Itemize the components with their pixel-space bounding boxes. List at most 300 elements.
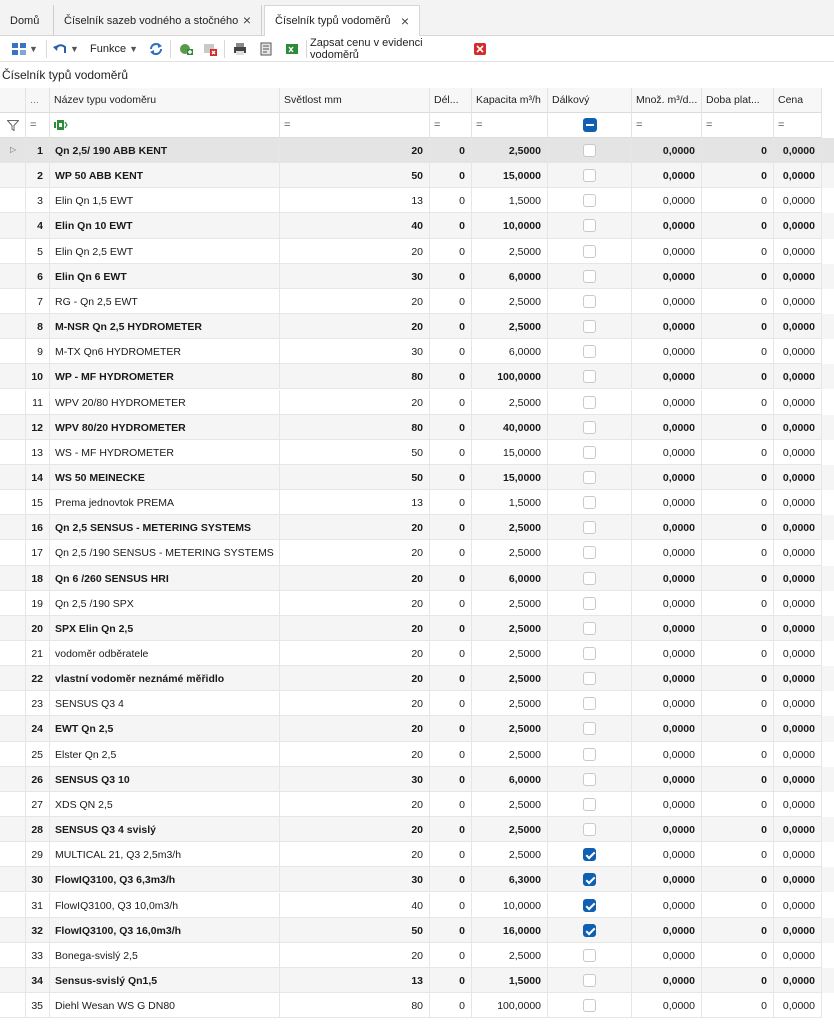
cena-cell[interactable]: 0,0000 bbox=[774, 213, 822, 238]
svetlost-cell[interactable]: 20 bbox=[280, 842, 430, 867]
dalkovy-checkbox[interactable] bbox=[583, 798, 596, 811]
header-mnoz[interactable]: Množ. m³/d... bbox=[632, 88, 702, 113]
cena-cell[interactable]: 0,0000 bbox=[774, 792, 822, 817]
dalkovy-checkbox[interactable] bbox=[583, 823, 596, 836]
table-row[interactable] bbox=[0, 490, 834, 515]
row-indicator[interactable] bbox=[0, 566, 26, 591]
cena-cell[interactable]: 0,0000 bbox=[774, 817, 822, 842]
table-row[interactable] bbox=[0, 867, 834, 892]
mnoz-cell[interactable]: 0,0000 bbox=[632, 918, 702, 943]
table-row[interactable] bbox=[0, 163, 834, 188]
row-indicator[interactable] bbox=[0, 943, 26, 968]
nazev-cell[interactable]: vodoměr odběratele bbox=[50, 641, 280, 666]
dalkovy-checkbox[interactable] bbox=[583, 194, 596, 207]
nazev-cell[interactable]: Elin Qn 1,5 EWT bbox=[50, 188, 280, 213]
table-row[interactable] bbox=[0, 289, 834, 314]
del-cell[interactable]: 0 bbox=[430, 591, 472, 616]
kapacita-cell[interactable]: 2,5000 bbox=[472, 842, 548, 867]
cena-cell[interactable]: 0,0000 bbox=[774, 742, 822, 767]
nazev-cell[interactable]: WP 50 ABB KENT bbox=[50, 163, 280, 188]
dalkovy-cell[interactable] bbox=[548, 490, 632, 515]
nazev-cell[interactable]: FlowIQ3100, Q3 10,0m3/h bbox=[50, 893, 280, 918]
del-cell[interactable]: 0 bbox=[430, 440, 472, 465]
nazev-cell[interactable]: Bonega-svislý 2,5 bbox=[50, 943, 280, 968]
table-row[interactable] bbox=[0, 742, 834, 767]
svetlost-cell[interactable]: 13 bbox=[280, 188, 430, 213]
doba-cell[interactable]: 0 bbox=[702, 918, 774, 943]
filter-nazev[interactable] bbox=[50, 113, 280, 138]
cena-cell[interactable]: 0,0000 bbox=[774, 591, 822, 616]
cena-cell[interactable]: 0,0000 bbox=[774, 440, 822, 465]
zapsat-cenu-button[interactable] bbox=[310, 39, 466, 59]
cena-cell[interactable]: 0,0000 bbox=[774, 666, 822, 691]
row-indicator[interactable] bbox=[0, 163, 26, 188]
row-indicator[interactable] bbox=[0, 867, 26, 892]
nazev-cell[interactable]: M-TX Qn6 HYDROMETER bbox=[50, 339, 280, 364]
excel-button[interactable] bbox=[282, 39, 302, 59]
dalkovy-checkbox[interactable] bbox=[583, 873, 596, 886]
cena-cell[interactable]: 0,0000 bbox=[774, 943, 822, 968]
del-cell[interactable]: 0 bbox=[430, 188, 472, 213]
table-row[interactable] bbox=[0, 264, 834, 289]
dalkovy-checkbox[interactable] bbox=[583, 974, 596, 987]
svetlost-cell[interactable]: 20 bbox=[280, 591, 430, 616]
del-cell[interactable]: 0 bbox=[430, 490, 472, 515]
table-row[interactable] bbox=[0, 691, 834, 716]
dalkovy-cell[interactable] bbox=[548, 239, 632, 264]
row-indicator[interactable] bbox=[0, 616, 26, 641]
del-cell[interactable]: 0 bbox=[430, 767, 472, 792]
table-row[interactable] bbox=[0, 817, 834, 842]
row-indicator[interactable] bbox=[0, 213, 26, 238]
dalkovy-cell[interactable] bbox=[548, 591, 632, 616]
indeterminate-checkbox-icon[interactable] bbox=[583, 118, 597, 132]
kapacita-cell[interactable]: 100,0000 bbox=[472, 993, 548, 1018]
doba-cell[interactable]: 0 bbox=[702, 440, 774, 465]
dalkovy-cell[interactable] bbox=[548, 641, 632, 666]
row-indicator[interactable] bbox=[0, 490, 26, 515]
dalkovy-cell[interactable] bbox=[548, 867, 632, 892]
cena-cell[interactable]: 0,0000 bbox=[774, 239, 822, 264]
dalkovy-checkbox[interactable] bbox=[583, 144, 596, 157]
table-row[interactable] bbox=[0, 842, 834, 867]
svetlost-cell[interactable]: 40 bbox=[280, 213, 430, 238]
cena-cell[interactable]: 0,0000 bbox=[774, 893, 822, 918]
header-del[interactable]: Dél... bbox=[430, 88, 472, 113]
row-indicator[interactable] bbox=[0, 666, 26, 691]
del-cell[interactable]: 0 bbox=[430, 968, 472, 993]
mnoz-cell[interactable]: 0,0000 bbox=[632, 993, 702, 1018]
row-indicator[interactable] bbox=[0, 515, 26, 540]
cena-cell[interactable]: 0,0000 bbox=[774, 867, 822, 892]
table-row[interactable] bbox=[0, 390, 834, 415]
table-row[interactable] bbox=[0, 641, 834, 666]
cena-cell[interactable]: 0,0000 bbox=[774, 339, 822, 364]
del-cell[interactable]: 0 bbox=[430, 666, 472, 691]
doba-cell[interactable]: 0 bbox=[702, 138, 774, 163]
doba-cell[interactable]: 0 bbox=[702, 213, 774, 238]
row-indicator[interactable] bbox=[0, 289, 26, 314]
dalkovy-checkbox[interactable] bbox=[583, 370, 596, 383]
doba-cell[interactable]: 0 bbox=[702, 515, 774, 540]
dalkovy-cell[interactable] bbox=[548, 289, 632, 314]
row-indicator[interactable] bbox=[0, 440, 26, 465]
del-cell[interactable]: 0 bbox=[430, 842, 472, 867]
row-indicator[interactable] bbox=[0, 239, 26, 264]
svetlost-cell[interactable]: 20 bbox=[280, 138, 430, 163]
nazev-cell[interactable]: EWT Qn 2,5 bbox=[50, 716, 280, 741]
close-icon[interactable]: × bbox=[242, 12, 251, 28]
table-row[interactable] bbox=[0, 591, 834, 616]
kapacita-cell[interactable]: 6,3000 bbox=[472, 867, 548, 892]
table-row[interactable] bbox=[0, 239, 834, 264]
tab-typy-vodomeru[interactable] bbox=[264, 5, 420, 37]
filter-kapacita[interactable]: = bbox=[472, 113, 548, 138]
doba-cell[interactable]: 0 bbox=[702, 289, 774, 314]
cena-cell[interactable]: 0,0000 bbox=[774, 465, 822, 490]
dalkovy-checkbox[interactable] bbox=[583, 295, 596, 308]
del-cell[interactable]: 0 bbox=[430, 163, 472, 188]
doba-cell[interactable]: 0 bbox=[702, 666, 774, 691]
cena-cell[interactable]: 0,0000 bbox=[774, 314, 822, 339]
svetlost-cell[interactable]: 20 bbox=[280, 239, 430, 264]
dalkovy-checkbox[interactable] bbox=[583, 496, 596, 509]
svetlost-cell[interactable]: 50 bbox=[280, 440, 430, 465]
dalkovy-cell[interactable] bbox=[548, 842, 632, 867]
del-cell[interactable]: 0 bbox=[430, 742, 472, 767]
dalkovy-cell[interactable] bbox=[548, 943, 632, 968]
dalkovy-cell[interactable] bbox=[548, 691, 632, 716]
doba-cell[interactable]: 0 bbox=[702, 716, 774, 741]
doba-cell[interactable]: 0 bbox=[702, 993, 774, 1018]
del-cell[interactable]: 0 bbox=[430, 641, 472, 666]
mnoz-cell[interactable]: 0,0000 bbox=[632, 390, 702, 415]
svetlost-cell[interactable]: 30 bbox=[280, 339, 430, 364]
kapacita-cell[interactable]: 2,5000 bbox=[472, 742, 548, 767]
row-indicator[interactable] bbox=[0, 364, 26, 389]
table-row[interactable] bbox=[0, 339, 834, 364]
row-indicator[interactable] bbox=[0, 188, 26, 213]
kapacita-cell[interactable]: 40,0000 bbox=[472, 415, 548, 440]
mnoz-cell[interactable]: 0,0000 bbox=[632, 515, 702, 540]
doba-cell[interactable]: 0 bbox=[702, 566, 774, 591]
del-cell[interactable]: 0 bbox=[430, 213, 472, 238]
kapacita-cell[interactable]: 2,5000 bbox=[472, 515, 548, 540]
dalkovy-cell[interactable] bbox=[548, 415, 632, 440]
dalkovy-cell[interactable] bbox=[548, 515, 632, 540]
doba-cell[interactable]: 0 bbox=[702, 339, 774, 364]
kapacita-cell[interactable]: 2,5000 bbox=[472, 138, 548, 163]
del-cell[interactable]: 0 bbox=[430, 691, 472, 716]
kapacita-cell[interactable]: 1,5000 bbox=[472, 968, 548, 993]
del-cell[interactable]: 0 bbox=[430, 993, 472, 1018]
doba-cell[interactable]: 0 bbox=[702, 792, 774, 817]
dalkovy-checkbox[interactable] bbox=[583, 546, 596, 559]
nazev-cell[interactable]: Qn 2,5 /190 SENSUS - METERING SYSTEMS bbox=[50, 540, 280, 565]
dalkovy-cell[interactable] bbox=[548, 264, 632, 289]
mnoz-cell[interactable]: 0,0000 bbox=[632, 742, 702, 767]
svetlost-cell[interactable]: 80 bbox=[280, 364, 430, 389]
row-indicator[interactable] bbox=[0, 742, 26, 767]
table-row[interactable] bbox=[0, 364, 834, 389]
dalkovy-cell[interactable] bbox=[548, 993, 632, 1018]
dalkovy-cell[interactable] bbox=[548, 213, 632, 238]
dalkovy-cell[interactable] bbox=[548, 918, 632, 943]
dalkovy-cell[interactable] bbox=[548, 742, 632, 767]
doba-cell[interactable]: 0 bbox=[702, 490, 774, 515]
svetlost-cell[interactable]: 20 bbox=[280, 817, 430, 842]
dalkovy-checkbox[interactable] bbox=[583, 697, 596, 710]
cena-cell[interactable]: 0,0000 bbox=[774, 641, 822, 666]
doba-cell[interactable]: 0 bbox=[702, 188, 774, 213]
kapacita-cell[interactable]: 15,0000 bbox=[472, 440, 548, 465]
del-cell[interactable]: 0 bbox=[430, 867, 472, 892]
svetlost-cell[interactable]: 80 bbox=[280, 993, 430, 1018]
dalkovy-checkbox[interactable] bbox=[583, 672, 596, 685]
doba-cell[interactable]: 0 bbox=[702, 817, 774, 842]
mnoz-cell[interactable]: 0,0000 bbox=[632, 364, 702, 389]
doba-cell[interactable]: 0 bbox=[702, 893, 774, 918]
table-row[interactable] bbox=[0, 993, 834, 1018]
nazev-cell[interactable]: Elin Qn 6 EWT bbox=[50, 264, 280, 289]
mnoz-cell[interactable]: 0,0000 bbox=[632, 465, 702, 490]
nazev-cell[interactable]: SENSUS Q3 10 bbox=[50, 767, 280, 792]
dalkovy-checkbox[interactable] bbox=[583, 219, 596, 232]
row-indicator[interactable] bbox=[0, 390, 26, 415]
header-doba[interactable]: Doba plat... bbox=[702, 88, 774, 113]
dalkovy-checkbox[interactable] bbox=[583, 396, 596, 409]
nazev-cell[interactable]: FlowIQ3100, Q3 6,3m3/h bbox=[50, 867, 280, 892]
tab-sazby[interactable] bbox=[54, 5, 262, 36]
kapacita-cell[interactable]: 15,0000 bbox=[472, 465, 548, 490]
table-row[interactable] bbox=[0, 918, 834, 943]
kapacita-cell[interactable]: 2,5000 bbox=[472, 591, 548, 616]
kapacita-cell[interactable]: 2,5000 bbox=[472, 943, 548, 968]
mnoz-cell[interactable]: 0,0000 bbox=[632, 314, 702, 339]
del-cell[interactable]: 0 bbox=[430, 415, 472, 440]
row-indicator[interactable] bbox=[0, 314, 26, 339]
nazev-cell[interactable]: Qn 2,5 /190 SPX bbox=[50, 591, 280, 616]
table-row[interactable] bbox=[0, 968, 834, 993]
del-cell[interactable]: 0 bbox=[430, 716, 472, 741]
header-svetlost[interactable]: Světlost mm bbox=[280, 88, 430, 113]
svetlost-cell[interactable]: 50 bbox=[280, 465, 430, 490]
dalkovy-checkbox[interactable] bbox=[583, 722, 596, 735]
svetlost-cell[interactable]: 20 bbox=[280, 742, 430, 767]
row-indicator[interactable] bbox=[0, 591, 26, 616]
dalkovy-cell[interactable] bbox=[548, 440, 632, 465]
dalkovy-cell[interactable] bbox=[548, 163, 632, 188]
kapacita-cell[interactable]: 6,0000 bbox=[472, 767, 548, 792]
filter-row-number[interactable]: = bbox=[26, 113, 50, 138]
cena-cell[interactable]: 0,0000 bbox=[774, 842, 822, 867]
nazev-cell[interactable]: WP - MF HYDROMETER bbox=[50, 364, 280, 389]
kapacita-cell[interactable]: 6,0000 bbox=[472, 339, 548, 364]
dalkovy-cell[interactable] bbox=[548, 716, 632, 741]
mnoz-cell[interactable]: 0,0000 bbox=[632, 566, 702, 591]
dalkovy-checkbox[interactable] bbox=[583, 999, 596, 1012]
del-cell[interactable]: 0 bbox=[430, 566, 472, 591]
kapacita-cell[interactable]: 100,0000 bbox=[472, 364, 548, 389]
header-nazev[interactable]: Název typu vodoměru bbox=[50, 88, 280, 113]
row-indicator[interactable] bbox=[0, 893, 26, 918]
dalkovy-checkbox[interactable] bbox=[583, 949, 596, 962]
nazev-cell[interactable]: Sensus-svislý Qn1,5 bbox=[50, 968, 280, 993]
mnoz-cell[interactable]: 0,0000 bbox=[632, 691, 702, 716]
cena-cell[interactable]: 0,0000 bbox=[774, 163, 822, 188]
del-cell[interactable]: 0 bbox=[430, 943, 472, 968]
svetlost-cell[interactable]: 20 bbox=[280, 792, 430, 817]
mnoz-cell[interactable]: 0,0000 bbox=[632, 893, 702, 918]
kapacita-cell[interactable]: 2,5000 bbox=[472, 390, 548, 415]
del-cell[interactable]: 0 bbox=[430, 817, 472, 842]
del-cell[interactable]: 0 bbox=[430, 390, 472, 415]
del-cell[interactable]: 0 bbox=[430, 339, 472, 364]
close-panel-button[interactable] bbox=[472, 39, 488, 59]
dalkovy-checkbox[interactable] bbox=[583, 899, 596, 912]
del-cell[interactable]: 0 bbox=[430, 792, 472, 817]
mnoz-cell[interactable]: 0,0000 bbox=[632, 188, 702, 213]
filter-mnoz[interactable]: = bbox=[632, 113, 702, 138]
filter-toggle[interactable] bbox=[0, 113, 26, 138]
doba-cell[interactable]: 0 bbox=[702, 842, 774, 867]
dalkovy-checkbox[interactable] bbox=[583, 748, 596, 761]
dalkovy-checkbox[interactable] bbox=[583, 270, 596, 283]
kapacita-cell[interactable]: 2,5000 bbox=[472, 314, 548, 339]
dalkovy-checkbox[interactable] bbox=[583, 521, 596, 534]
table-row[interactable] bbox=[0, 213, 834, 238]
kapacita-cell[interactable]: 2,5000 bbox=[472, 616, 548, 641]
filter-cena[interactable]: = bbox=[774, 113, 822, 138]
cena-cell[interactable]: 0,0000 bbox=[774, 716, 822, 741]
nazev-cell[interactable]: Qn 6 /260 SENSUS HRI bbox=[50, 566, 280, 591]
mnoz-cell[interactable]: 0,0000 bbox=[632, 767, 702, 792]
dalkovy-checkbox[interactable] bbox=[583, 169, 596, 182]
svetlost-cell[interactable]: 20 bbox=[280, 540, 430, 565]
nazev-cell[interactable]: Elster Qn 2,5 bbox=[50, 742, 280, 767]
mnoz-cell[interactable]: 0,0000 bbox=[632, 339, 702, 364]
dalkovy-cell[interactable] bbox=[548, 138, 632, 163]
doba-cell[interactable]: 0 bbox=[702, 943, 774, 968]
dalkovy-cell[interactable] bbox=[548, 893, 632, 918]
svetlost-cell[interactable]: 20 bbox=[280, 666, 430, 691]
dalkovy-checkbox[interactable] bbox=[583, 471, 596, 484]
nazev-cell[interactable]: WPV 20/80 HYDROMETER bbox=[50, 390, 280, 415]
svetlost-cell[interactable]: 30 bbox=[280, 264, 430, 289]
header-row-number[interactable]: ... bbox=[26, 88, 50, 113]
kapacita-cell[interactable]: 2,5000 bbox=[472, 540, 548, 565]
table-row[interactable] bbox=[0, 893, 834, 918]
table-row[interactable] bbox=[0, 943, 834, 968]
mnoz-cell[interactable]: 0,0000 bbox=[632, 867, 702, 892]
del-cell[interactable]: 0 bbox=[430, 515, 472, 540]
mnoz-cell[interactable]: 0,0000 bbox=[632, 968, 702, 993]
del-cell[interactable]: 0 bbox=[430, 364, 472, 389]
svetlost-cell[interactable]: 20 bbox=[280, 616, 430, 641]
filter-svetlost[interactable]: = bbox=[280, 113, 430, 138]
row-indicator[interactable] bbox=[0, 716, 26, 741]
doba-cell[interactable]: 0 bbox=[702, 540, 774, 565]
dalkovy-cell[interactable] bbox=[548, 465, 632, 490]
doba-cell[interactable]: 0 bbox=[702, 616, 774, 641]
row-indicator[interactable] bbox=[0, 691, 26, 716]
mnoz-cell[interactable]: 0,0000 bbox=[632, 239, 702, 264]
mnoz-cell[interactable]: 0,0000 bbox=[632, 716, 702, 741]
cena-cell[interactable]: 0,0000 bbox=[774, 540, 822, 565]
kapacita-cell[interactable]: 1,5000 bbox=[472, 490, 548, 515]
filter-dalkovy[interactable] bbox=[548, 113, 632, 138]
row-indicator[interactable] bbox=[0, 339, 26, 364]
doba-cell[interactable]: 0 bbox=[702, 641, 774, 666]
del-cell[interactable]: 0 bbox=[430, 616, 472, 641]
svetlost-cell[interactable]: 30 bbox=[280, 867, 430, 892]
dalkovy-checkbox[interactable] bbox=[583, 320, 596, 333]
nazev-cell[interactable]: SENSUS Q3 4 svislý bbox=[50, 817, 280, 842]
row-indicator[interactable] bbox=[0, 264, 26, 289]
kapacita-cell[interactable]: 10,0000 bbox=[472, 893, 548, 918]
kapacita-cell[interactable]: 2,5000 bbox=[472, 289, 548, 314]
cena-cell[interactable]: 0,0000 bbox=[774, 490, 822, 515]
row-indicator[interactable] bbox=[0, 792, 26, 817]
kapacita-cell[interactable]: 2,5000 bbox=[472, 691, 548, 716]
table-row[interactable] bbox=[0, 767, 834, 792]
dalkovy-cell[interactable] bbox=[548, 390, 632, 415]
table-row[interactable] bbox=[0, 415, 834, 440]
nazev-cell[interactable]: SPX Elin Qn 2,5 bbox=[50, 616, 280, 641]
cena-cell[interactable]: 0,0000 bbox=[774, 188, 822, 213]
mnoz-cell[interactable]: 0,0000 bbox=[632, 842, 702, 867]
svetlost-cell[interactable]: 20 bbox=[280, 716, 430, 741]
doba-cell[interactable]: 0 bbox=[702, 239, 774, 264]
doba-cell[interactable]: 0 bbox=[702, 314, 774, 339]
doba-cell[interactable]: 0 bbox=[702, 163, 774, 188]
nazev-cell[interactable]: WS - MF HYDROMETER bbox=[50, 440, 280, 465]
svetlost-cell[interactable]: 50 bbox=[280, 918, 430, 943]
nazev-cell[interactable]: vlastní vodoměr neznámé měřidlo bbox=[50, 666, 280, 691]
dalkovy-cell[interactable] bbox=[548, 339, 632, 364]
mnoz-cell[interactable]: 0,0000 bbox=[632, 943, 702, 968]
svetlost-cell[interactable]: 50 bbox=[280, 163, 430, 188]
mnoz-cell[interactable]: 0,0000 bbox=[632, 792, 702, 817]
kapacita-cell[interactable]: 10,0000 bbox=[472, 213, 548, 238]
row-indicator[interactable] bbox=[0, 641, 26, 666]
svetlost-cell[interactable]: 13 bbox=[280, 968, 430, 993]
dalkovy-checkbox[interactable] bbox=[583, 924, 596, 937]
kapacita-cell[interactable]: 6,0000 bbox=[472, 264, 548, 289]
svetlost-cell[interactable]: 20 bbox=[280, 566, 430, 591]
del-cell[interactable]: 0 bbox=[430, 540, 472, 565]
dalkovy-checkbox[interactable] bbox=[583, 848, 596, 861]
dalkovy-checkbox[interactable] bbox=[583, 647, 596, 660]
dalkovy-checkbox[interactable] bbox=[583, 345, 596, 358]
mnoz-cell[interactable]: 0,0000 bbox=[632, 817, 702, 842]
doba-cell[interactable]: 0 bbox=[702, 691, 774, 716]
table-row[interactable] bbox=[0, 716, 834, 741]
doba-cell[interactable]: 0 bbox=[702, 867, 774, 892]
nazev-cell[interactable]: Elin Qn 2,5 EWT bbox=[50, 239, 280, 264]
close-icon[interactable]: × bbox=[400, 13, 409, 29]
cena-cell[interactable]: 0,0000 bbox=[774, 993, 822, 1018]
nazev-cell[interactable]: M-NSR Qn 2,5 HYDROMETER bbox=[50, 314, 280, 339]
doba-cell[interactable]: 0 bbox=[702, 742, 774, 767]
row-indicator[interactable] bbox=[0, 540, 26, 565]
mnoz-cell[interactable]: 0,0000 bbox=[632, 616, 702, 641]
dalkovy-checkbox[interactable] bbox=[583, 446, 596, 459]
svetlost-cell[interactable]: 20 bbox=[280, 289, 430, 314]
mnoz-cell[interactable]: 0,0000 bbox=[632, 666, 702, 691]
row-indicator[interactable] bbox=[0, 138, 26, 163]
del-cell[interactable]: 0 bbox=[430, 138, 472, 163]
